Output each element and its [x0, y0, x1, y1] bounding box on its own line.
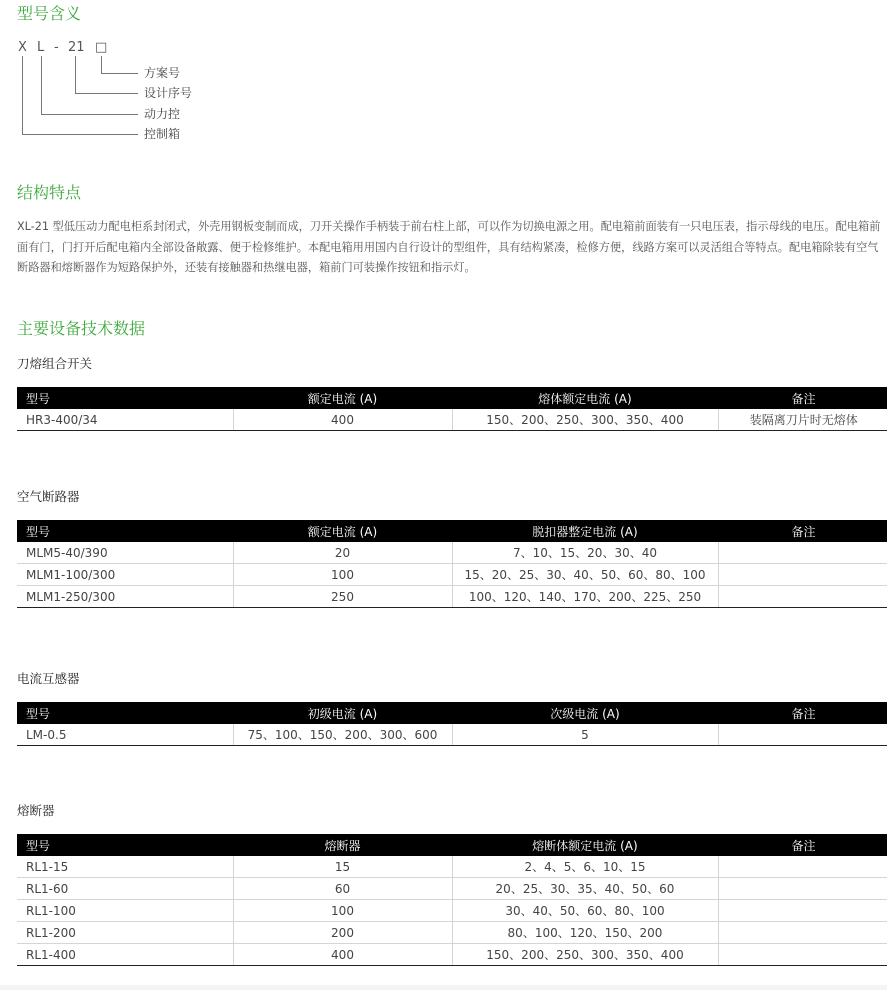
- cell-value: 7、10、15、20、30、40: [452, 542, 718, 564]
- code-box: □: [95, 40, 108, 55]
- page-bottom-bar: [0, 985, 887, 990]
- section-title-structure: 结构特点: [17, 183, 82, 202]
- knife-fuse-switch-table: [17, 387, 887, 431]
- cell-model: LM-0.5: [17, 724, 233, 746]
- cell-remark: [718, 900, 887, 922]
- cell-value: 15: [233, 856, 452, 878]
- cell-value: 75、100、150、200、300、600: [233, 724, 452, 746]
- column-header: 熔体额定电流 (A): [452, 387, 718, 409]
- column-header: 初级电流 (A): [233, 702, 452, 724]
- column-header: 备注: [718, 834, 887, 856]
- column-header: 额定电流 (A): [233, 387, 452, 409]
- cell-remark: 装隔离刀片时无熔体: [718, 409, 887, 431]
- table-row: [17, 922, 887, 944]
- cell-model: RL1-60: [17, 878, 233, 900]
- cell-value: 60: [233, 878, 452, 900]
- table-row: [17, 542, 887, 564]
- cell-value: 2、4、5、6、10、15: [452, 856, 718, 878]
- cell-value: 400: [233, 944, 452, 966]
- cell-model: MLM1-250/300: [17, 586, 233, 608]
- cell-value: 5: [452, 724, 718, 746]
- column-header: 熔断体额定电流 (A): [452, 834, 718, 856]
- column-header: 额定电流 (A): [233, 520, 452, 542]
- code-number: 21: [68, 40, 85, 55]
- table-row: [17, 564, 887, 586]
- cell-model: MLM1-100/300: [17, 564, 233, 586]
- column-header: 型号: [17, 387, 233, 409]
- cell-value: 100、120、140、170、200、225、250: [452, 586, 718, 608]
- label-control-box: 控制箱: [144, 127, 181, 141]
- label-power-control: 动力控: [144, 107, 181, 121]
- cell-value: 150、200、250、300、350、400: [452, 944, 718, 966]
- label-design-serial: 设计序号: [144, 86, 193, 100]
- cell-model: RL1-200: [17, 922, 233, 944]
- cell-value: 250: [233, 586, 452, 608]
- label-scheme-number: 方案号: [144, 66, 181, 80]
- cell-value: 20: [233, 542, 452, 564]
- column-header: 备注: [718, 387, 887, 409]
- section-title-equipment: 主要设备技术数据: [17, 319, 146, 338]
- column-header: 熔断器: [233, 834, 452, 856]
- table-row: [17, 856, 887, 878]
- cell-model: RL1-100: [17, 900, 233, 922]
- column-header: 次级电流 (A): [452, 702, 718, 724]
- cell-value: 150、200、250、300、350、400: [452, 409, 718, 431]
- table-row: [17, 409, 887, 431]
- cell-remark: [718, 856, 887, 878]
- code-letter-l: L: [37, 40, 45, 55]
- cell-remark: [718, 724, 887, 746]
- cell-remark: [718, 564, 887, 586]
- cell-value: 200: [233, 922, 452, 944]
- cell-value: 100: [233, 564, 452, 586]
- column-header: 型号: [17, 520, 233, 542]
- column-header: 型号: [17, 834, 233, 856]
- table-row: [17, 900, 887, 922]
- structure-description: XL-21 型低压动力配电柜系封闭式，外壳用钢板变制而成，刀开关操作手柄装于前右柱上部，可以作为切换电源之用。配电箱前面装有一只电压表，指示母线的电压。配电箱前面有门，门打开后配电箱内全部设备敞露、便于检修维护。本配电箱用用国内自行设计的型组件，具有结构紧凑，检修方便，线路方案可以灵活组合等特点。配电箱除装有空气断路器和熔断器作为短路保护外，还装有接触器和热继电器，箱前门可装操作按钮和指示灯。: [17, 220, 881, 274]
- cell-value: 20、25、30、35、40、50、60: [452, 878, 718, 900]
- cell-remark: [718, 586, 887, 608]
- cell-remark: [718, 944, 887, 966]
- table-title-current-transformer: 电流互感器: [17, 671, 80, 686]
- current-transformer-table: [17, 702, 887, 746]
- table-title-fuse: 熔断器: [17, 803, 55, 818]
- cell-value: 100: [233, 900, 452, 922]
- column-header: 备注: [718, 520, 887, 542]
- table-title-air-breaker: 空气断路器: [17, 489, 80, 504]
- cell-value: 15、20、25、30、40、50、60、80、100: [452, 564, 718, 586]
- table-row: [17, 878, 887, 900]
- column-header: 备注: [718, 702, 887, 724]
- cell-model: RL1-15: [17, 856, 233, 878]
- code-letter-x: X: [18, 40, 27, 55]
- cell-value: 80、100、120、150、200: [452, 922, 718, 944]
- cell-model: RL1-400: [17, 944, 233, 966]
- column-header: 型号: [17, 702, 233, 724]
- air-breaker-table: [17, 520, 887, 608]
- table-row: [17, 724, 887, 746]
- table-row: [17, 944, 887, 966]
- cell-remark: [718, 878, 887, 900]
- table-row: [17, 586, 887, 608]
- column-header: 脱扣器整定电流 (A): [452, 520, 718, 542]
- cell-remark: [718, 542, 887, 564]
- cell-model: MLM5-40/390: [17, 542, 233, 564]
- cell-value: 30、40、50、60、80、100: [452, 900, 718, 922]
- code-dash: -: [54, 40, 59, 55]
- cell-remark: [718, 922, 887, 944]
- fuse-table: [17, 834, 887, 966]
- table-title-knife-fuse-switch: 刀熔组合开关: [17, 356, 93, 371]
- cell-model: HR3-400/34: [17, 409, 233, 431]
- cell-value: 400: [233, 409, 452, 431]
- section-title-model-meaning: 型号含义: [17, 4, 82, 23]
